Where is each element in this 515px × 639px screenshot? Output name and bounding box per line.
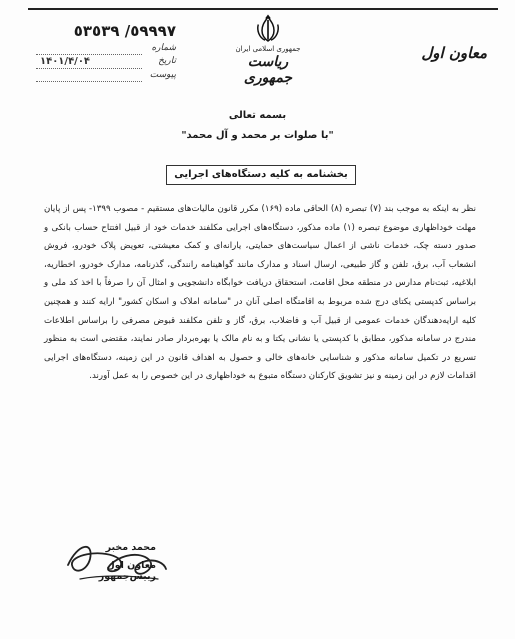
attachment-row: [36, 69, 176, 82]
date-label: تاریخ: [158, 56, 176, 66]
attachment-value: [36, 69, 142, 82]
subject-title: بخشنامه به کلیه دستگاه‌های اجرایی: [166, 165, 356, 185]
bismillah-line: بسمه تعالی: [228, 110, 287, 121]
letterhead: [228, 14, 308, 86]
date-value: ۱۴۰۱/۴/۰۴: [36, 55, 142, 69]
top-rule: [28, 8, 498, 10]
attachment-label: پیوست: [149, 70, 176, 80]
letter-body: نظر به اینکه به موجب بند (۷) تبصره (۸) الحاقی ماده (۱۶۹) مکرر قانون مالیات‌های مستقیم - مصوب ۱۳۹۹- پس از پایان مهلت خوداظهاری موضوع تبصره (۱) ماده مذکور، دستگاه‌های اجرایی مکلفند خدمات خود از قبیل افتتاح حساب بانکی و صدور دسته چک، خدمات ناشی از اعمال سیاست‌های حمایتی، یارانه‌ای و کمک معیشتی، تعویض پلاک خودرو، فروش انشعاب آب، برق، تلفن و گاز طبیعی، ارسال اسناد و مدارک مانند گواهینامه رانندگی، گذرنامه، مدارک خودرو، اخطاریه، ابلاغیه، ثبت‌نام مدارس در منطقه محل اقامت، استحقاق دریافت خوابگاه دانشجویی و امثال آن را صرفاً با اخذ کد ملی و براساس کدپستی یکتای درج شده مربوط به اقامتگاه اصلی آنان در "سامانه املاک و اسکان کشور" ارایه کنند و همچنین کلیه ارایه‌دهندگان خدمات عمومی از قبیل آب و فاضلاب، برق، گاز و تلفن مکلفند قبوض مصرفی را براساس اطلاعات مندرج در سامانه مذکور، مطابق با کدپستی یا نشانی یکتا و به نام مالک یا بهره‌بردار صادر نمایند، مقتضی است به منظور تسریع در تکمیل سامانه مذکور و شناسایی خانه‌های خالی و حصول به اهداف قانون در این زمینه، دستگاه‌های اجرایی اقدامات لازم در این زمینه و نیز تشویق کارکنان دستگاه متبوع به خوداظهاری در این خصوص را به عمل آورند.: [44, 204, 477, 382]
reference-block: [36, 22, 176, 82]
salawat-line: "با صلوات بر محمد و آل محمد": [181, 130, 334, 141]
signer-title: معاون اول رییس‌جمهور: [98, 560, 156, 582]
reference-number-field: [36, 42, 142, 55]
institution-name: ریاست جمهوری: [243, 54, 293, 86]
date-row: [36, 55, 176, 69]
republic-name: جمهوری اسلامی ایران: [235, 45, 301, 53]
iran-emblem-icon: [253, 14, 283, 44]
reference-number: ٥٩٩٩٧/ ٥٣٥٣٩: [73, 22, 176, 40]
reference-number-label: شماره: [151, 43, 176, 53]
signer-name: محمد مخبر: [105, 542, 156, 553]
reference-number-row: [36, 42, 176, 55]
office-title: معاون اول: [421, 44, 487, 62]
